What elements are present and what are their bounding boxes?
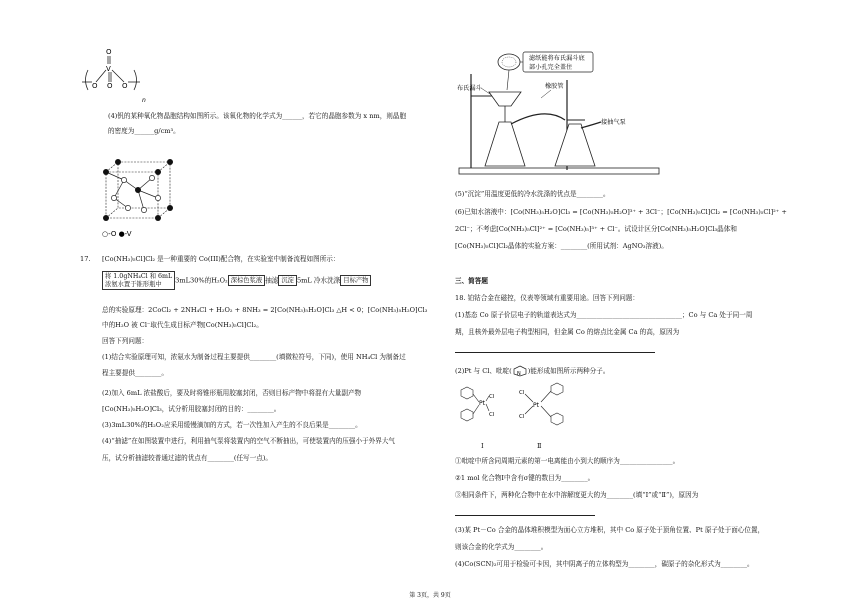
q1-line1: (1)结合实验原理可知，浓氨水为制备过程主要提供________(填微粒符号，下同)，使用 NH₄Cl 为制备过 — [102, 353, 406, 361]
callout-line2: 部小孔完全盖住 — [529, 64, 573, 71]
label-funnel: 布氏漏斗 — [457, 85, 482, 92]
q18-3-line1: (3)某 Pt－Co 合金的晶体堆积模型为面心立方堆积，其中 Co 原子处于顶角位置、Pt 原子处于面心位置， — [455, 526, 765, 534]
flow-box-start-line1: 将 1.0gNH₄Cl 和 6mL — [105, 273, 173, 280]
cl-label-2a: Cl — [519, 390, 525, 396]
q17-number: 17. — [80, 255, 91, 263]
crystal-cell-figure — [100, 158, 180, 242]
q17-line1: [Co(NH₃)₅Cl]Cl₂ 是一种重要的 Co(III)配合物，在实验室中制备流程如图所示： — [102, 255, 340, 263]
q4-line2: 的密度为______g/cm³。 — [108, 127, 180, 135]
pt-label-one: Pt — [479, 400, 485, 407]
oxygen-left-label: O — [92, 82, 98, 90]
q18-2-pre: (2)Pt 与 Cl、吡啶( — [455, 367, 512, 375]
q18-1-line1: (1)基态 Co 原子价层电子的轨道表达式为________________________________；Co 与 Ca 处于同一周 — [455, 311, 753, 319]
flow-box-slurry: 深棕色浆液 — [228, 275, 265, 287]
q18-line1: 18. 铂钴合金在磁控，仪表等领域有重要用途。回答下列问题： — [455, 294, 640, 302]
oxygen-bottom-label: O — [107, 82, 113, 90]
suction-filter-apparatus — [455, 50, 675, 180]
pt-label-two: Pt — [533, 402, 539, 409]
complex-two-figure — [519, 383, 563, 425]
q18-1-blank — [455, 345, 655, 353]
cl-label-2b: Cl — [519, 414, 525, 420]
pt-complex-figures — [455, 378, 595, 438]
prep-flowchart — [102, 271, 371, 290]
q6-line2: 2Cl⁻；不考虑[Co(NH₃)₅Cl]²⁺ = [Co(NH₃)₅]³⁺ + Cl⁻。试设计区分[Co(NH₃)₅H₂O]Cl₃晶体和 — [455, 225, 737, 233]
q2-line2: [Co(NH₃)₅H₂O]Cl₃，试分析用胶塞封闭的目的：________。 — [102, 405, 281, 413]
label-tube: 橡胶管 — [545, 83, 564, 90]
q18-2b: ②1 mol 化合物Ⅰ中含有σ键的数目为________。 — [455, 474, 595, 482]
q18-2c: ③相同条件下，两种化合物中在水中溶解度更大的为________(填“Ⅰ”或“Ⅱ”)，原因为 — [455, 491, 699, 499]
callout-line1: 滤纸能将布氏漏斗底 — [529, 55, 585, 62]
oxygen-right-label: O — [122, 82, 128, 90]
answer-blank — [455, 508, 595, 516]
principle-line2: 中的H₂O 被 Cl⁻取代生成目标产物[Co(NH₃)₅Cl]Cl₂。 — [102, 321, 263, 329]
crystal-legend: ○-O ●-V — [102, 230, 132, 238]
roman-label-2: Ⅱ — [537, 442, 542, 450]
q18-2-post: )能形成如图所示两种分子。 — [527, 367, 610, 375]
complex-one-figure — [461, 387, 495, 421]
q4-line1: (4)钒的某种氧化物晶胞结构如图所示。该氧化物的化学式为______，若它的晶胞参数为 x nm，则晶胞 — [108, 112, 407, 120]
flow-step-wash: 5mL 冷水洗涤 — [296, 276, 341, 285]
cl-label-1b: Cl — [489, 412, 495, 418]
oxygen-top-label: O — [106, 48, 112, 56]
q18-2a: ①吡啶中所含同周期元素的第一电离能由小到大的顺序为________________。 — [455, 457, 680, 465]
pyridine-ring-icon — [512, 365, 528, 377]
q6-line3: [Co(NH₃)₅Cl]Cl₂晶体的实验方案：________(所用试剂：AgNO₃溶液)。 — [455, 242, 668, 250]
q18-4-line: (4)Co(SCN)₂可用于检验可卡因，其中阴离子的立体构型为________，碳原子的杂化形式为________。 — [455, 560, 754, 568]
q3-line1: (3)3mL30%的H₂O₂应采用缓慢滴加的方式，若一次性加入产生的不良后果是________。 — [102, 421, 362, 429]
q18-2-line — [455, 365, 609, 377]
q18-1-line2: 期，且核外最外层电子构型相同，但金属 Co 的熔点比金属 Ca 的高，原因为 — [455, 328, 680, 336]
flow-box-product: 目标产物 — [340, 275, 371, 287]
flow-step-filter: 抽滤 — [265, 276, 279, 285]
cl-label-1a: Cl — [489, 394, 495, 400]
q4b-line2: 压，试分析抽滤较普通过滤的优点有________(任写一点)。 — [102, 454, 272, 462]
principle-line1: 总的实验原理：2CoCl₂ + 2NH₄Cl + H₂O₂ + 8NH₃ = 2[Co(NH₃)₅H₂O]Cl₃ △H < 0；[Co(NH₃)₅H₂O]Cl₃ — [102, 306, 428, 314]
q6-line1: (6)已知水溶液中：[Co(NH₃)₅H₂O]Cl₃ = [Co(NH₃)₅H₂O]³⁺ + 3Cl⁻；[Co(NH₃)₅Cl]Cl₂ = [Co(NH₃)₅Cl]²⁺ + — [455, 208, 787, 216]
section-heading-3: 三、简答题 — [455, 277, 488, 285]
q18-3-line2: 则该合金的化学式为________。 — [455, 543, 548, 551]
chain-subscript: n — [142, 97, 146, 104]
roman-label-1: Ⅰ — [481, 442, 484, 450]
vanadium-label: V — [106, 65, 111, 73]
flow-box-start — [102, 271, 175, 290]
v2o5-structure-figure — [80, 44, 160, 108]
label-pump: 接抽气泵 — [601, 119, 626, 126]
q4b-line1: (4)“抽滤”在如图装置中进行，利用抽气泵将装置内的空气不断抽出，可使装置内的压强小于外界大气 — [102, 437, 396, 445]
q1-line2: 程主要提供________。 — [102, 369, 168, 377]
pyridine-n-label: N — [516, 371, 521, 377]
answer-prompt: 回答下列问题： — [102, 337, 149, 345]
q5-line: (5)“沉淀”用温度更低的冷水洗涤的优点是________。 — [455, 190, 610, 198]
flow-box-precipitate: 沉淀 — [278, 275, 297, 287]
page-footer: 第 3页，共 9页 — [409, 592, 451, 599]
q18-2c-blank — [455, 508, 595, 516]
answer-blank — [455, 345, 655, 353]
flow-box-start-line2: 浓氨水置于锥形瓶中 — [105, 280, 162, 288]
q2-line1: (2)加入 6mL 浓盐酸后，要及时将锥形瓶用胶塞封闭，否则目标产物中将混有大量副产物 — [102, 389, 362, 397]
flow-step-h2o2: 3mL30%的H₂O₂ — [175, 276, 228, 285]
